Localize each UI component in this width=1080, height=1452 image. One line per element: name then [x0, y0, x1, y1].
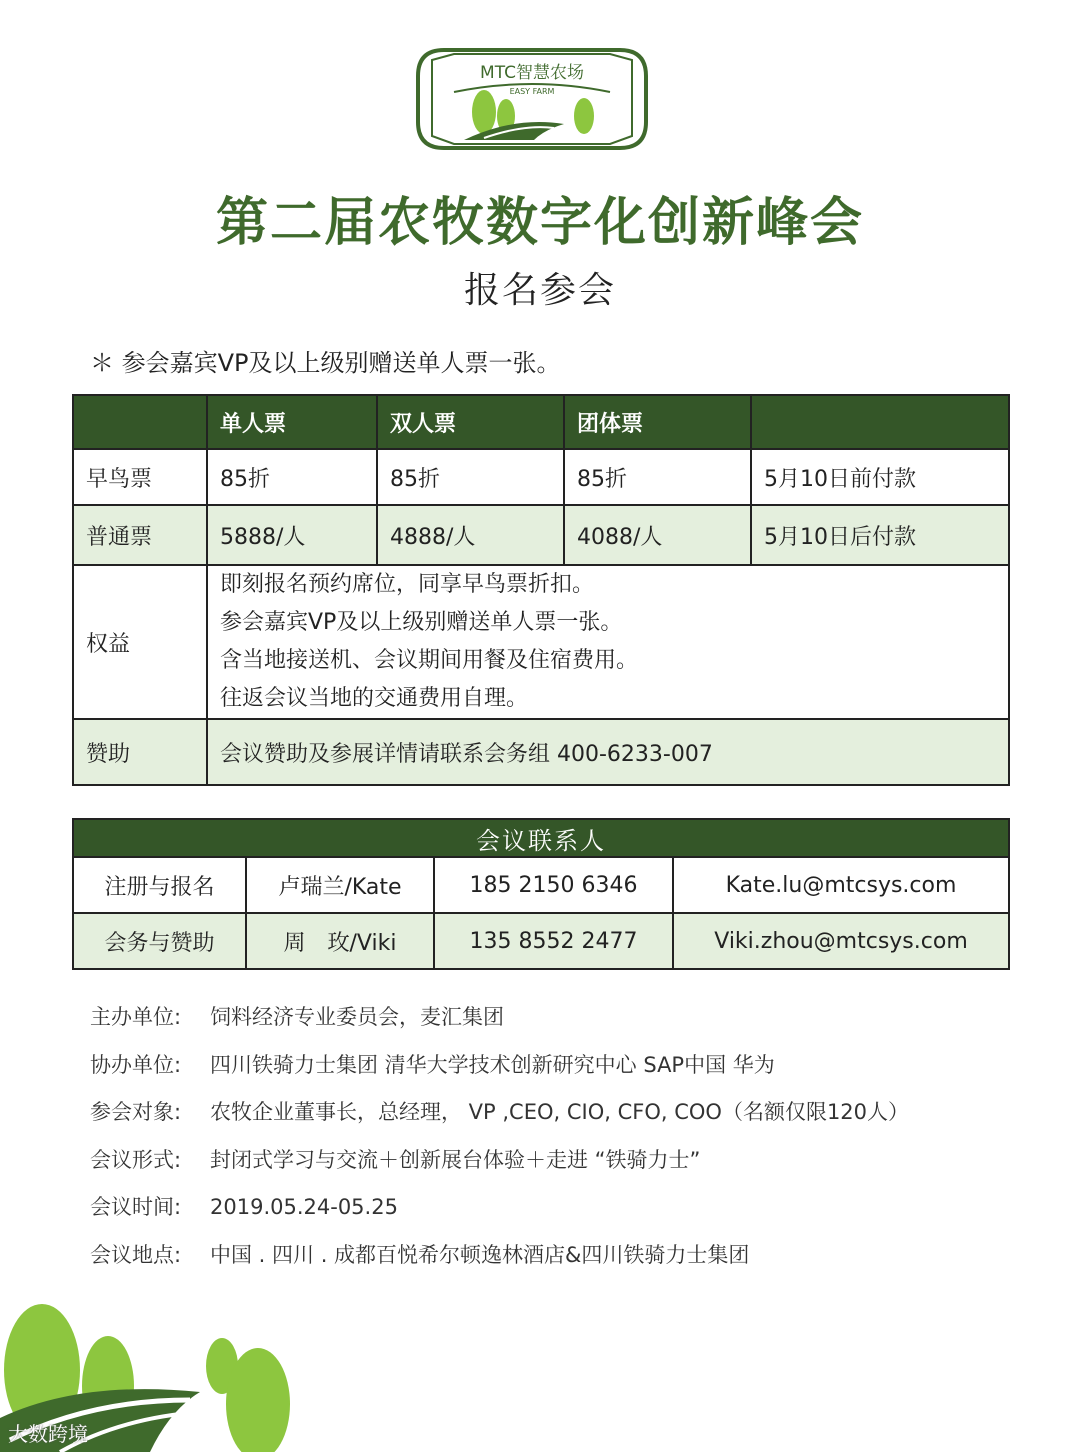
info-co-organizer	[90, 1048, 909, 1096]
logo-subtext: EASY FARM	[509, 87, 555, 96]
price-header-row	[73, 395, 1009, 449]
contact-name: 卢瑞兰/Kate	[246, 857, 434, 913]
benefit-line: 即刻报名预约席位，同享早鸟票折扣。	[220, 572, 595, 597]
contact-role: 会务与赞助	[73, 913, 246, 969]
header-double: 双人票	[377, 395, 564, 449]
info-key: 会议时间:	[90, 1195, 182, 1219]
info-key: 会议地点:	[90, 1242, 182, 1267]
contact-role: 注册与报名	[73, 857, 246, 913]
benefits-row	[73, 565, 1009, 719]
contact-row	[73, 913, 1009, 969]
benefit-line: 参会嘉宾VP及以上级别赠送单人票一张。	[220, 610, 623, 635]
info-value: 中国 . 四川 . 成都百悦希尔顿逸林酒店&四川铁骑力士集团	[210, 1242, 750, 1267]
normal-label: 普通票	[73, 505, 207, 565]
sponsor-row	[73, 719, 1009, 785]
info-key: 参会对象:	[90, 1100, 182, 1124]
price-table	[72, 394, 1010, 786]
normal-remark: 5月10日后付款	[751, 505, 1009, 565]
benefit-line: 往返会议当地的交通费用自理。	[220, 686, 529, 711]
info-time	[90, 1190, 909, 1238]
info-value: 饲料经济专业委员会，麦汇集团	[210, 1005, 504, 1029]
early-group: 85折	[564, 449, 751, 505]
contact-row	[73, 857, 1009, 913]
info-organizer	[90, 1000, 909, 1048]
info-format	[90, 1143, 909, 1191]
mtc-logo	[414, 46, 650, 152]
watermark: 大数跨境	[8, 1422, 88, 1446]
header-single: 单人票	[207, 395, 377, 449]
info-value: 封闭式学习与交流＋创新展台体验＋走进 “铁骑力士”	[210, 1147, 701, 1172]
early-double: 85折	[377, 449, 564, 505]
info-value: 四川铁骑力士集团 清华大学技术创新研究中心 SAP中国 华为	[210, 1052, 775, 1077]
benefits-label: 权益	[73, 565, 207, 719]
info-value: 农牧企业董事长，总经理， VP ,CEO, CIO, CFO, COO（名额仅限120人）	[210, 1100, 910, 1124]
info-value: 2019.05.24-05.25	[210, 1195, 398, 1219]
contact-phone: 135 8552 2477	[434, 913, 673, 969]
contact-name: 周 玫/Viki	[246, 913, 434, 969]
contact-email: Viki.zhou@mtcsys.com	[673, 913, 1009, 969]
contact-email: Kate.lu@mtcsys.com	[673, 857, 1009, 913]
header-blank	[73, 395, 207, 449]
benefit-line: 含当地接送机、会议期间用餐及住宿费用。	[220, 648, 639, 673]
page-title: 第二届农牧数字化创新峰会	[215, 193, 864, 253]
early-remark: 5月10日前付款	[751, 449, 1009, 505]
event-info-list	[90, 1000, 909, 1285]
info-location	[90, 1238, 909, 1286]
normal-single: 5888/人	[207, 505, 377, 565]
normal-double: 4888/人	[377, 505, 564, 565]
contact-header-row	[73, 819, 1009, 857]
contact-phone: 185 2150 6346	[434, 857, 673, 913]
info-audience	[90, 1095, 909, 1143]
early-bird-row	[73, 449, 1009, 505]
early-single: 85折	[207, 449, 377, 505]
early-label: 早鸟票	[73, 449, 207, 505]
logo-text: MTC智慧农场	[480, 63, 584, 83]
header-remark	[751, 395, 1009, 449]
vip-note: ＊ 参会嘉宾VP及以上级别赠送单人票一张。	[90, 349, 561, 377]
sponsor-text: 会议赞助及参展详情请联系会务组 400-6233-007	[207, 719, 1009, 785]
info-key: 会议形式:	[90, 1147, 182, 1172]
contact-table	[72, 818, 1010, 970]
contact-title: 会议联系人	[73, 819, 1009, 857]
page-subtitle: 报名参会	[463, 270, 616, 311]
normal-row	[73, 505, 1009, 565]
info-key: 协办单位:	[90, 1052, 182, 1077]
normal-group: 4088/人	[564, 505, 751, 565]
info-key: 主办单位:	[90, 1005, 182, 1029]
sponsor-label: 赞助	[73, 719, 207, 785]
header-group: 团体票	[564, 395, 751, 449]
benefits-content	[207, 565, 1009, 719]
